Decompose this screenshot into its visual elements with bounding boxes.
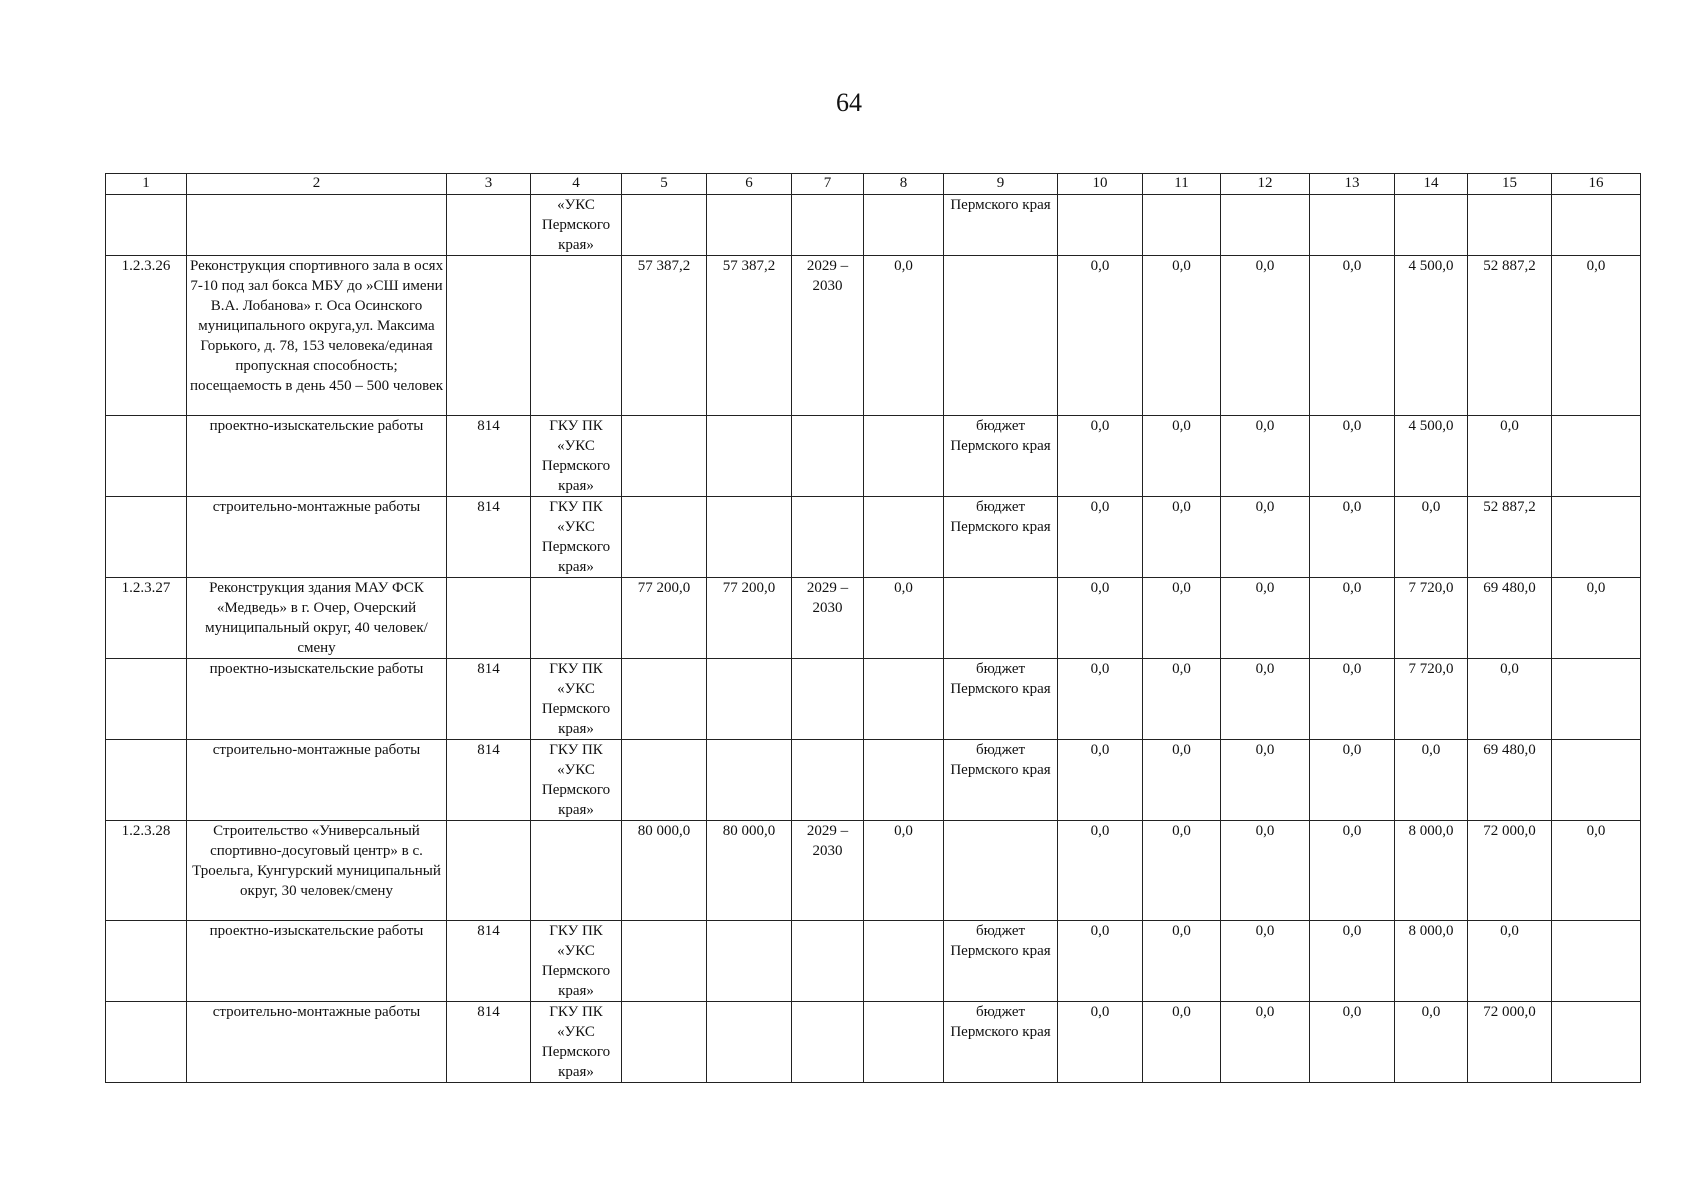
cell-code: 1.2.3.28 [106,821,187,921]
column-header: 13 [1310,174,1395,195]
column-header: 1 [106,174,187,195]
cell-value: 0,0 [1143,821,1221,921]
cell-empty [1552,416,1641,497]
cell-value: 0,0 [1221,921,1310,1002]
cell-value: 8 000,0 [1395,921,1468,1002]
cell-empty [864,921,944,1002]
table-row [106,578,1641,659]
cell-value: 0,0 [1221,497,1310,578]
cell-value: 0,0 [1221,659,1310,740]
continuation-row [106,195,1641,256]
cell-empty [106,416,187,497]
cell-value: 0,0 [1143,1002,1221,1083]
cell-empty [622,1002,707,1083]
cell-funding-source: бюджет Пермского края [944,740,1058,821]
cell-value: 0,0 [1221,740,1310,821]
table-subrow [106,921,1641,1002]
cell-empty [1552,195,1641,256]
cell-value: 4 500,0 [1395,416,1468,497]
column-header: 16 [1552,174,1641,195]
cell-work-type: проектно-изыскательские работы [187,921,447,1002]
cell-value: 80 000,0 [622,821,707,921]
cell-value: 72 000,0 [1468,1002,1552,1083]
cell-work-type: строительно-монтажные работы [187,1002,447,1083]
cell-empty [447,821,531,921]
cell-value: 69 480,0 [1468,578,1552,659]
cell-value: 0,0 [1143,659,1221,740]
cell-value: 0,0 [1143,497,1221,578]
cell-empty [1310,195,1395,256]
cell-value: 0,0 [1221,416,1310,497]
cell-value: 0,0 [1221,578,1310,659]
cell-value: 0,0 [1058,256,1143,416]
column-header: 8 [864,174,944,195]
cell-empty [531,256,622,416]
cell-empty [864,195,944,256]
cell-empty [792,497,864,578]
cell-value: 0,0 [1058,740,1143,821]
column-header: 3 [447,174,531,195]
cell-funding-source: бюджет Пермского края [944,921,1058,1002]
cell-empty [864,497,944,578]
cell-period: 2029 – 2030 [792,821,864,921]
budget-table [105,173,1641,1083]
column-header: 9 [944,174,1058,195]
cell-value: 0,0 [1221,256,1310,416]
cell-empty [707,195,792,256]
column-header: 11 [1143,174,1221,195]
table-row [106,821,1641,921]
cell-empty [531,821,622,921]
cell-empty [1143,195,1221,256]
cell-value: 0,0 [1552,256,1641,416]
cell-empty [1552,659,1641,740]
cell-value: 0,0 [1468,659,1552,740]
cell-value: 7 720,0 [1395,659,1468,740]
cell-value: 0,0 [1468,921,1552,1002]
cell-empty [792,1002,864,1083]
cell-name: Реконструкция спортивного зала в осях 7-10 под зал бокса МБУ до »СШ имени В.А. Лобанова» г. Оса Осинского муниципального округа,ул. Максима Горького, д. 78, 153 человека/единая пропускная способность; посещаемость в день 450 – 500 человек [187,256,447,416]
cell-empty [187,195,447,256]
cell-executor: ГКУ ПК «УКС Пермского края» [531,659,622,740]
cell-empty [622,195,707,256]
cell-value: 0,0 [1058,497,1143,578]
table-subrow [106,497,1641,578]
cell-empty [792,921,864,1002]
cell-empty [447,578,531,659]
cell-value: 0,0 [1310,256,1395,416]
cell-value: 77 200,0 [622,578,707,659]
cell-empty [792,659,864,740]
cell-value: 0,0 [864,821,944,921]
cell-empty [1552,740,1641,821]
cell-value: 72 000,0 [1468,821,1552,921]
cell-executor: ГКУ ПК «УКС Пермского края» [531,740,622,821]
cell-value: 57 387,2 [622,256,707,416]
table-subrow [106,740,1641,821]
cell-value: 0,0 [1058,416,1143,497]
cell-value: 0,0 [864,256,944,416]
cell-value: 0,0 [1058,578,1143,659]
cell-empty [944,256,1058,416]
table-body [106,195,1641,1083]
cell-empty [707,659,792,740]
cell-period: 2029 – 2030 [792,256,864,416]
cell-empty [1221,195,1310,256]
page-number: 64 [836,88,862,117]
cell-empty [792,195,864,256]
cell-empty [864,659,944,740]
cell-empty [622,416,707,497]
cell-empty [944,821,1058,921]
cell-name: Строительство «Универсальный спортивно-досуговый центр» в с. Троельга, Кунгурский муниципальный округ, 30 человек/смену [187,821,447,921]
cell-empty [106,740,187,821]
cell-empty [1395,195,1468,256]
cell-executor: «УКС Пермского края» [531,195,622,256]
cell-empty [707,921,792,1002]
cell-value: 0,0 [1310,659,1395,740]
cell-value: 0,0 [1310,921,1395,1002]
cell-value: 0,0 [1310,1002,1395,1083]
cell-value: 0,0 [1058,821,1143,921]
cell-work-type: строительно-монтажные работы [187,497,447,578]
cell-funding-source: бюджет Пермского края [944,1002,1058,1083]
column-header: 4 [531,174,622,195]
cell-value: 0,0 [1395,497,1468,578]
cell-value: 0,0 [1058,659,1143,740]
cell-work-type: проектно-изыскательские работы [187,659,447,740]
cell-value: 0,0 [1058,921,1143,1002]
cell-executor: ГКУ ПК «УКС Пермского края» [531,497,622,578]
cell-funding-source: бюджет Пермского края [944,659,1058,740]
cell-value: 0,0 [1221,1002,1310,1083]
cell-funding-source: бюджет Пермского края [944,497,1058,578]
cell-value: 4 500,0 [1395,256,1468,416]
cell-value: 0,0 [1395,740,1468,821]
column-header: 2 [187,174,447,195]
cell-value: 0,0 [1468,416,1552,497]
column-header: 5 [622,174,707,195]
cell-empty [792,740,864,821]
cell-value: 0,0 [1552,821,1641,921]
cell-code-814: 814 [447,497,531,578]
cell-empty [622,740,707,821]
cell-empty [864,416,944,497]
table-subrow [106,1002,1641,1083]
cell-empty [944,578,1058,659]
cell-funding-source: бюджет Пермского края [944,416,1058,497]
cell-value: 0,0 [1552,578,1641,659]
cell-empty [106,921,187,1002]
cell-value: 0,0 [1310,578,1395,659]
cell-empty [707,497,792,578]
cell-value: 0,0 [1143,921,1221,1002]
cell-funding-source: Пермского края [944,195,1058,256]
cell-value: 0,0 [1058,1002,1143,1083]
cell-empty [622,497,707,578]
cell-code-814: 814 [447,740,531,821]
cell-empty [1552,1002,1641,1083]
cell-code-814: 814 [447,416,531,497]
cell-empty [447,195,531,256]
cell-empty [864,740,944,821]
cell-code-814: 814 [447,1002,531,1083]
cell-value: 77 200,0 [707,578,792,659]
cell-value: 7 720,0 [1395,578,1468,659]
cell-empty [1058,195,1143,256]
table-subrow [106,416,1641,497]
cell-empty [864,1002,944,1083]
cell-executor: ГКУ ПК «УКС Пермского края» [531,1002,622,1083]
cell-value: 8 000,0 [1395,821,1468,921]
cell-empty [106,659,187,740]
cell-executor: ГКУ ПК «УКС Пермского края» [531,416,622,497]
cell-value: 52 887,2 [1468,256,1552,416]
cell-value: 69 480,0 [1468,740,1552,821]
cell-empty [1552,497,1641,578]
cell-value: 57 387,2 [707,256,792,416]
cell-code-814: 814 [447,921,531,1002]
cell-value: 0,0 [1143,578,1221,659]
column-header: 10 [1058,174,1143,195]
cell-empty [106,195,187,256]
column-header: 12 [1221,174,1310,195]
cell-code: 1.2.3.27 [106,578,187,659]
cell-code: 1.2.3.26 [106,256,187,416]
cell-value: 0,0 [1310,497,1395,578]
column-header: 14 [1395,174,1468,195]
cell-value: 0,0 [1221,821,1310,921]
cell-value: 0,0 [1395,1002,1468,1083]
cell-code-814: 814 [447,659,531,740]
cell-value: 0,0 [1143,256,1221,416]
cell-value: 0,0 [864,578,944,659]
table-row [106,256,1641,416]
cell-empty [1468,195,1552,256]
cell-value: 52 887,2 [1468,497,1552,578]
cell-value: 0,0 [1310,416,1395,497]
cell-empty [622,921,707,1002]
header-row [106,174,1641,195]
column-header: 7 [792,174,864,195]
cell-value: 0,0 [1310,821,1395,921]
cell-empty [531,578,622,659]
cell-executor: ГКУ ПК «УКС Пермского края» [531,921,622,1002]
cell-work-type: строительно-монтажные работы [187,740,447,821]
cell-empty [106,497,187,578]
cell-empty [447,256,531,416]
column-header: 15 [1468,174,1552,195]
table-subrow [106,659,1641,740]
cell-empty [106,1002,187,1083]
cell-value: 0,0 [1143,416,1221,497]
cell-work-type: проектно-изыскательские работы [187,416,447,497]
cell-empty [1552,921,1641,1002]
cell-name: Реконструкция здания МАУ ФСК «Медведь» в г. Очер, Очерский муниципальный округ, 40 человек/смену [187,578,447,659]
cell-value: 0,0 [1310,740,1395,821]
cell-empty [707,416,792,497]
column-header: 6 [707,174,792,195]
cell-empty [707,1002,792,1083]
cell-value: 0,0 [1143,740,1221,821]
cell-value: 80 000,0 [707,821,792,921]
cell-empty [622,659,707,740]
cell-empty [792,416,864,497]
cell-period: 2029 – 2030 [792,578,864,659]
cell-empty [707,740,792,821]
